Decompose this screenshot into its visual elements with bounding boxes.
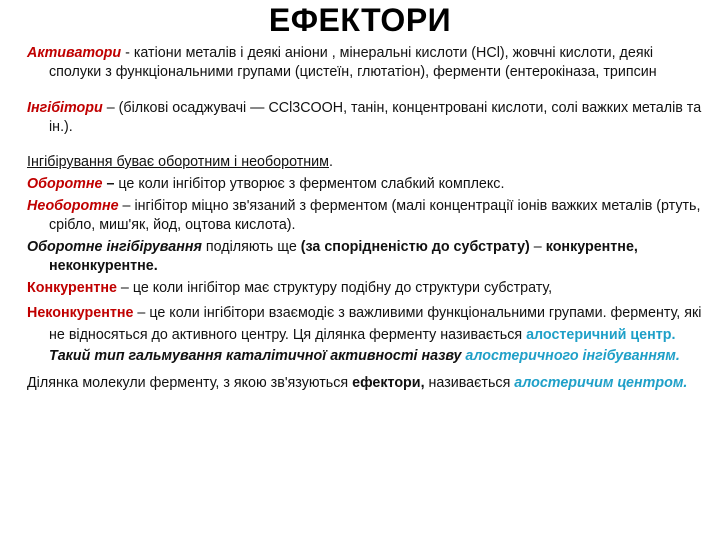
slide-content: [27, 44, 707, 394]
paragraph-reversible-division: [27, 238, 707, 276]
reversible-division-text-b: –: [529, 239, 546, 255]
allosteric-inhibition-term: алостеричного інгібуванням.: [465, 348, 680, 364]
inhibition-types-heading: Інгібірування буває оборотним і необоротним: [27, 154, 329, 170]
activators-description: - катіони металів і деякі аніони , мінеральні кислоти (НСl), жовчні кислоти, деякі сполуки з функціональними групами (цистеїн, глютатіон), ферменти (ентерокіназа, трипсин: [49, 45, 657, 80]
reversible-division-criterion: (за спорідненістю до субстрату): [300, 239, 530, 255]
term-reversible-inhibition: Оборотне інгібірування: [27, 239, 202, 255]
paragraph-inhibitors: [27, 99, 707, 137]
reversible-division-text-a: поділяють ще: [201, 239, 301, 255]
noncompetitive-definition: Такий тип гальмування каталітичної активності назву: [49, 348, 466, 364]
term-competitive: Конкурентне: [27, 280, 117, 296]
paragraph-reversible: [27, 175, 707, 194]
slide-title: ЕФЕКТОРИ: [268, 2, 452, 38]
site-text-a: Ділянка молекули ферменту, з якою зв'язуються: [27, 374, 353, 391]
paragraph-activators: [27, 44, 707, 82]
inhibitors-description: – (білкові осаджувачі — CCl3COOH, танін, концентровані кислоти, солі важких металів та ін.).: [49, 100, 702, 135]
term-noncompetitive: Неконкурентне: [27, 305, 134, 321]
term-inhibitors: Інгібітори: [27, 100, 103, 116]
paragraph-inhibition-types: [27, 153, 707, 172]
effectors-term: ефектори,: [352, 374, 425, 391]
site-text-b: називається: [424, 374, 515, 391]
allosteric-center-term: алостеричний центр.: [526, 326, 676, 343]
paragraph-irreversible: [27, 197, 707, 235]
noncompetitive-description: – це коли інгібітори взаємодіє з важливими функціональними групами. ферменту, які не відносяться до активного центру. Ця ділянка ферменту називається: [49, 305, 702, 343]
term-irreversible: Необоротне: [27, 198, 119, 214]
reversible-division-types: конкурентне, неконкурентне.: [49, 239, 638, 274]
competitive-description: – це коли інгібітор має структуру подібну до структури субстрату,: [116, 280, 553, 296]
paragraph-noncompetitive: [27, 303, 707, 368]
paragraph-allosteric-site: [27, 373, 707, 395]
reversible-description: це коли інгібітор утворює з ферментом слабкий комплекс.: [118, 176, 505, 192]
inhibition-types-heading-end: .: [328, 154, 333, 170]
paragraph-competitive: [27, 279, 707, 298]
reversible-dash: –: [102, 176, 119, 192]
term-reversible: Оборотне: [27, 176, 103, 192]
term-activators: Активатори: [27, 45, 122, 61]
irreversible-description: – інгібітор міцно зв'язаний з ферментом (малі концентрації іонів важких металів (ртуть, срібло, миш'як, йод, оцтова кислота).: [49, 198, 701, 233]
allosteric-center-final-term: алостеричим центром.: [514, 374, 688, 391]
